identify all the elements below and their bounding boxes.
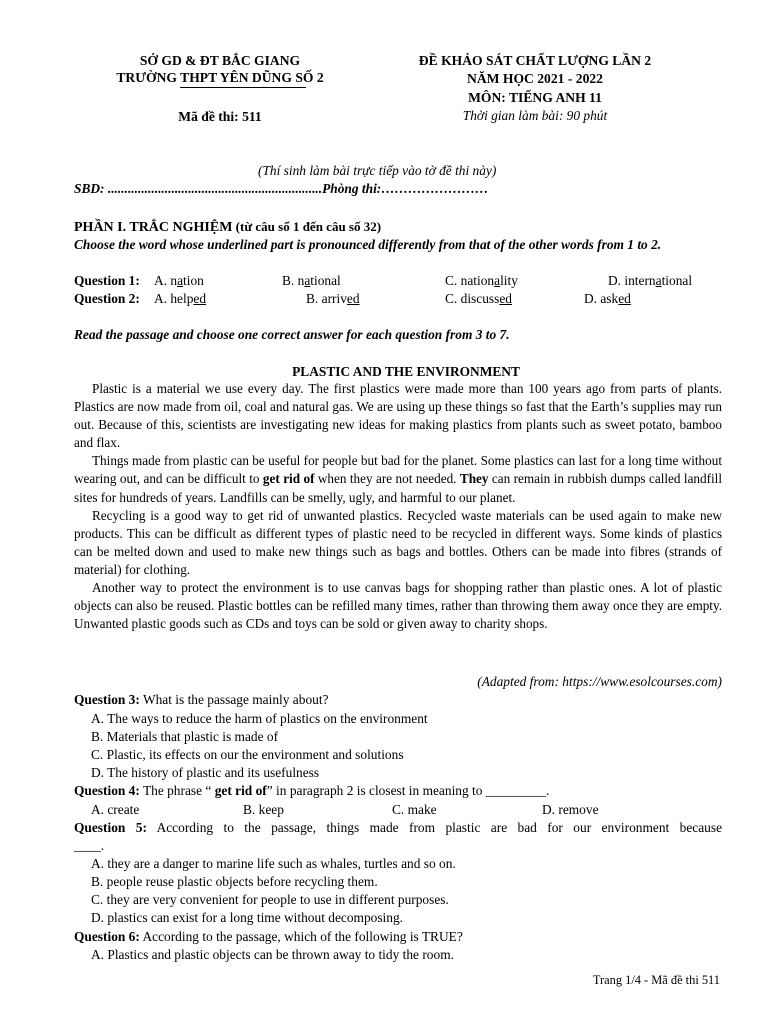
option-text: tion <box>183 273 204 288</box>
question-4-stem: ” in paragraph 2 is closest in meaning to _________. <box>266 783 550 798</box>
question-4-option-c: C. make <box>392 802 437 817</box>
question-6-label: Question 6: <box>74 929 140 944</box>
page-footer: Trang 1/4 - Mã đề thi 511 <box>592 973 720 987</box>
question-5-option-c: C. they are very convenient for people to use in different purposes. <box>91 892 449 907</box>
candidate-info-line <box>74 181 488 197</box>
question-5-label: Question 5: <box>74 820 147 835</box>
school-year: NĂM HỌC 2021 - 2022 <box>467 71 603 86</box>
question-4-option-d: D. remove <box>542 802 599 817</box>
passage-source <box>477 674 722 690</box>
sbd-label: SBD: <box>74 181 108 196</box>
question-5-option-d: D. plastics can exist for a long time without decomposing. <box>91 910 404 925</box>
question-1-option-c <box>445 272 518 289</box>
option-text: C. discuss <box>445 291 500 306</box>
option-underlined: a <box>494 273 501 288</box>
option-text: D. ask <box>584 291 619 306</box>
question-2-label: Question 2: <box>74 291 140 306</box>
question-6 <box>74 928 463 945</box>
question-2-option-b <box>306 290 360 307</box>
question-5-blank: ____. <box>74 838 105 853</box>
subject: MÔN: TIẾNG ANH 11 <box>468 90 602 105</box>
school-name-text: TRƯỜNG THPT YÊN DŨNG SỐ 2 <box>116 70 324 85</box>
option-text: B. arriv <box>306 291 347 306</box>
instruction-note: (Thí sinh làm bài trực tiếp vào tờ đề thi này) <box>258 163 497 178</box>
part1-title: PHẦN I. TRẮC NGHIỆM <box>74 220 233 235</box>
paragraph-2-text: can remain in rubbish dumps called landfill sites for hundreds of years. Landfills can be smelly, ugly, and harmful to our planet. <box>74 471 722 505</box>
question-4-option-a: A. create <box>91 802 140 817</box>
option-underlined: a <box>304 273 311 288</box>
source-url: https://www.esolcourses.com <box>562 674 718 689</box>
question-3-option-c: C. Plastic, its effects on our the environment and solutions <box>91 747 404 762</box>
question-4-phrase: get rid of <box>214 783 267 798</box>
question-2-option-c <box>445 290 512 307</box>
reading-directive: Read the passage and choose one correct answer for each question from 3 to 7. <box>74 327 510 342</box>
pronunciation-directive: Choose the word whose underlined part is pronounced differently from that of the other words from 1 to 2. <box>74 237 662 252</box>
question-1-option-b <box>282 272 341 289</box>
highlight-phrase: get rid of <box>262 471 315 487</box>
exam-title: ĐỀ KHẢO SÁT CHẤT LƯỢNG LẦN 2 <box>418 53 652 68</box>
question-1-option-d <box>608 272 692 289</box>
paragraph-1: Plastic is a material we use every day. The first plastics were made more than 100 years ago from parts of plants. Plastics are now made from oil, coal and natural gas. We are using up these things so fast that the Earth’s supplies may run out. Because of this, scientists are investigating new ideas for making plastics from plants such as sweet potato, bamboo and flax. <box>74 381 722 451</box>
option-underlined: ed <box>193 291 207 306</box>
question-3-stem: What is the passage mainly about? <box>139 692 329 707</box>
option-text: tional <box>661 273 693 288</box>
question-3-option-a: A. The ways to reduce the harm of plastics on the environment <box>91 711 428 726</box>
question-4-label: Question 4: <box>74 783 140 798</box>
question-3 <box>74 691 329 708</box>
option-text: lity <box>500 273 518 288</box>
paragraph-2-text: when they are not needed. <box>314 471 460 487</box>
part1-heading <box>74 218 381 236</box>
school-name <box>100 69 340 86</box>
option-underlined: a <box>177 273 184 288</box>
room-label: Phòng thi: <box>322 181 382 196</box>
paragraph-4: Another way to protect the environment is to use canvas bags for shopping rather than plastic ones. A lot of plastic objects can also be reused. Plastic bottles can be refilled many times, rather than throwing them away once they are empty. Unwanted plastic goods such as CDs and toys can be sold or given away to charity shops. <box>74 580 722 632</box>
question-6-stem: According to the passage, which of the following is TRUE? <box>139 929 463 944</box>
option-text: A. n <box>154 273 178 288</box>
option-text: A. help <box>154 291 194 306</box>
option-text: tional <box>310 273 341 288</box>
paragraph-3: Recycling is a good way to get rid of unwanted plastics. Recycled waste materials can be used again to make new products. This can be difficult as different types of plastic need to be recycled in different ways. Some kinds of plastics can be melted down and used to make new things such as bags and bottles. Others can be made into fibres (strands of material) for clothing. <box>74 507 722 577</box>
option-text: C. nation <box>445 273 495 288</box>
option-text: D. intern <box>608 273 656 288</box>
question-5-option-a: A. they are a danger to marine life such as whales, turtles and so on. <box>91 856 456 871</box>
question-2-option-d <box>584 290 631 307</box>
question-5-option-b: B. people reuse plastic objects before recycling them. <box>91 874 378 889</box>
passage-title: PLASTIC AND THE ENVIRONMENT <box>292 364 520 379</box>
question-5-stem: According to the passage, things made from plastic are bad for our environment because <box>146 820 723 835</box>
question-4-stem: The phrase “ <box>139 783 215 798</box>
question-3-label: Question 3: <box>74 692 140 707</box>
school-underline <box>180 87 306 88</box>
exam-code: Mã đề thi: 511 <box>178 109 262 124</box>
room-field: …………………… <box>381 181 489 196</box>
question-1-label: Question 1: <box>74 273 140 288</box>
question-3-option-d: D. The history of plastic and its usefulness <box>91 765 320 780</box>
part1-range: (từ câu số 1 đến câu số 32) <box>232 219 382 234</box>
exam-duration: Thời gian làm bài: 90 phút <box>462 108 608 123</box>
question-4-option-b: B. keep <box>243 802 284 817</box>
question-2-option-a <box>154 290 206 307</box>
option-underlined: ed <box>618 291 631 306</box>
paragraph-2-text: Things made from plastic can be useful for people but bad for the planet. Some plastics can last for a long time without wearing out, and can be difficult to <box>74 453 722 487</box>
question-6-option-a: A. Plastics and plastic objects can be thrown away to tidy the room. <box>91 947 454 962</box>
question-3-option-b: B. Materials that plastic is made of <box>91 729 279 744</box>
question-4 <box>74 782 549 799</box>
option-text: B. n <box>282 273 305 288</box>
option-underlined: a <box>655 273 662 288</box>
question-1-option-a <box>154 272 204 289</box>
source-label: (Adapted from: <box>477 674 563 689</box>
option-underlined: ed <box>499 291 512 306</box>
option-underlined: ed <box>346 291 360 306</box>
passage-body <box>74 380 722 633</box>
source-end: ) <box>717 674 722 689</box>
paragraph-2 <box>74 452 722 506</box>
highlight-word: They <box>459 471 489 487</box>
sbd-field: ................................................................ <box>107 181 323 196</box>
question-5 <box>74 819 722 836</box>
department-name: SỞ GD & ĐT BẮC GIANG <box>139 53 301 68</box>
